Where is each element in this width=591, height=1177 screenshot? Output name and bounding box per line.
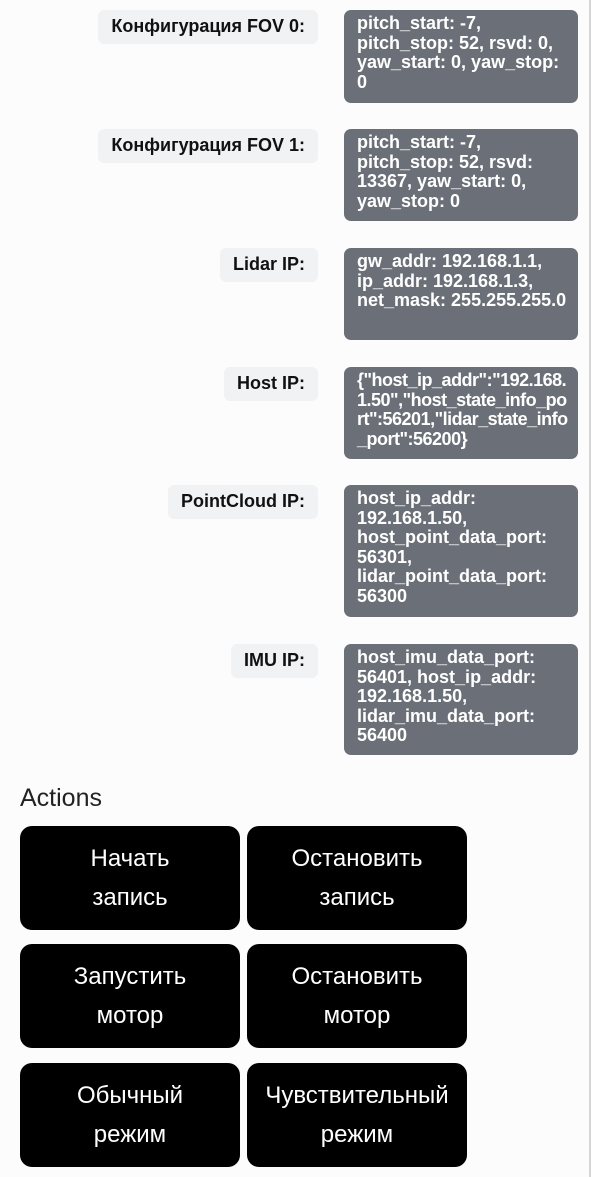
config-label: PointCloud IP: — [168, 485, 318, 519]
actions-title: Actions — [20, 784, 102, 812]
config-value: host_imu_data_port: 56401, host_ip_addr: 192.168.1.50, lidar_imu_data_port: 56400 — [344, 644, 578, 755]
start-recording-button[interactable]: Начать запись — [20, 826, 240, 930]
config-label: Конфигурация FOV 1: — [98, 129, 318, 163]
stop-recording-button[interactable]: Остановить запись — [247, 826, 467, 930]
config-value: {"host_ip_addr":"192.168.1.50","host_state_info_port":56201,"lidar_state_info_port":56200} — [344, 367, 578, 459]
config-value: pitch_start: -7, pitch_stop: 52, rsvd: 0, yaw_start: 0, yaw_stop: 0 — [344, 10, 578, 103]
normal-mode-button[interactable]: Обычный режим — [20, 1063, 240, 1167]
config-label: Host IP: — [224, 367, 318, 401]
config-value: pitch_start: -7, pitch_stop: 52, rsvd: 13367, yaw_start: 0, yaw_stop: 0 — [344, 129, 578, 221]
config-value: gw_addr: 192.168.1.1, ip_addr: 192.168.1.3, net_mask: 255.255.255.0 — [344, 248, 578, 340]
config-label: Lidar IP: — [220, 248, 318, 282]
config-label: Конфигурация FOV 0: — [98, 10, 318, 44]
config-value: host_ip_addr: 192.168.1.50, host_point_data_port: 56301, lidar_point_data_port: 56300 — [344, 485, 578, 617]
sensitive-mode-button[interactable]: Чувствительный режим — [247, 1063, 467, 1167]
stop-motor-button[interactable]: Остановить мотор — [247, 944, 467, 1048]
start-motor-button[interactable]: Запустить мотор — [20, 944, 240, 1048]
config-label: IMU IP: — [231, 644, 318, 678]
